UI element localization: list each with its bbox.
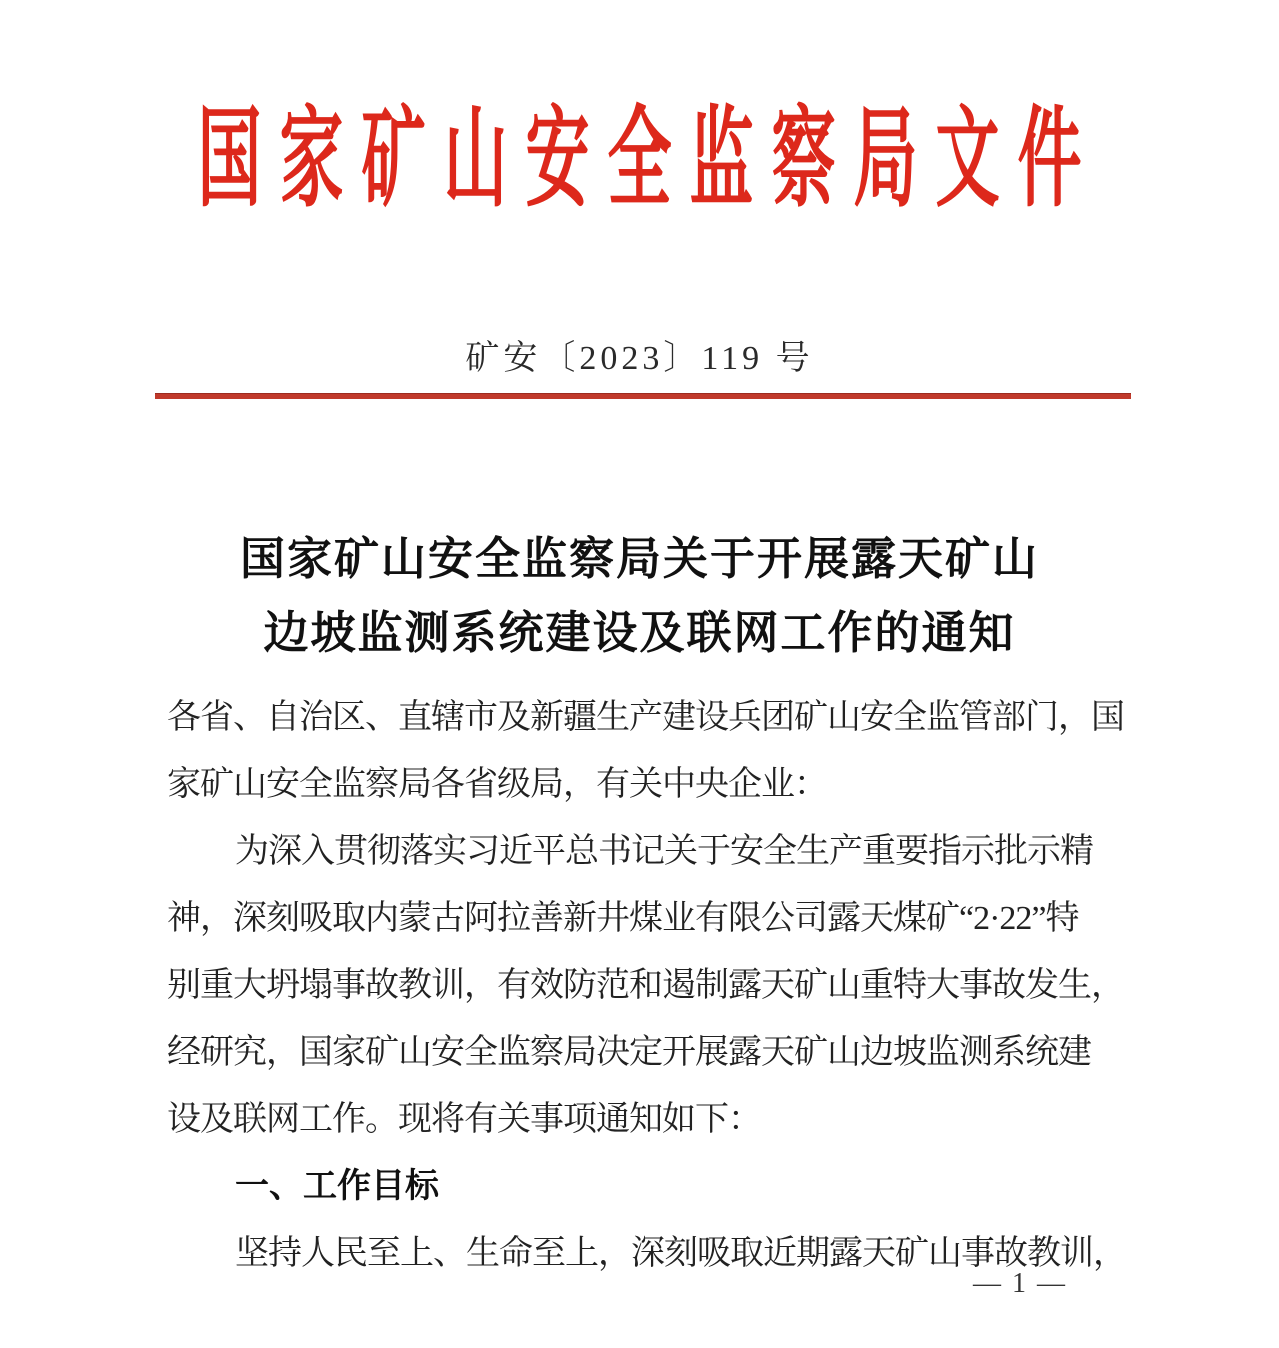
body-line: 别重大坍塌事故教训，有效防范和遏制露天矿山重特大事故发生，	[167, 967, 1124, 1004]
document-body	[167, 684, 1126, 1287]
document-header	[0, 92, 1279, 220]
section-heading-work-goal: 一、工作目标	[235, 1167, 439, 1205]
body-line: 神，深刻吸取内蒙古阿拉善新井煤业有限公司露天煤矿“2·22”特	[167, 900, 1079, 937]
body-line: 设及联网工作。现将有关事项通知如下：	[167, 1101, 761, 1138]
agency-banner-title: 国家矿山安全监察局文件	[197, 99, 1100, 220]
document-title	[0, 522, 1279, 670]
body-line: 家矿山安全监察局各省级局，有关中央企业：	[167, 766, 827, 803]
body-line: 各省、自治区、直辖市及新疆生产建设兵团矿山安全监管部门，国	[167, 699, 1124, 736]
document-title-line-1: 国家矿山安全监察局关于开展露天矿山	[239, 534, 1039, 584]
red-divider-line	[155, 393, 1131, 399]
body-line: 坚持人民至上、生命至上，深刻吸取近期露天矿山事故教训，	[235, 1235, 1126, 1272]
body-line: 经研究，国家矿山安全监察局决定开展露天矿山边坡监测系统建	[167, 1034, 1091, 1071]
body-line: 为深入贯彻落实习近平总书记关于安全生产重要指示批示精	[235, 833, 1093, 870]
document-title-line-2: 边坡监测系统建设及联网工作的通知	[263, 608, 1016, 658]
document-number: 矿安〔2023〕119 号	[465, 340, 814, 377]
page-number: — 1 —	[973, 1268, 1067, 1299]
